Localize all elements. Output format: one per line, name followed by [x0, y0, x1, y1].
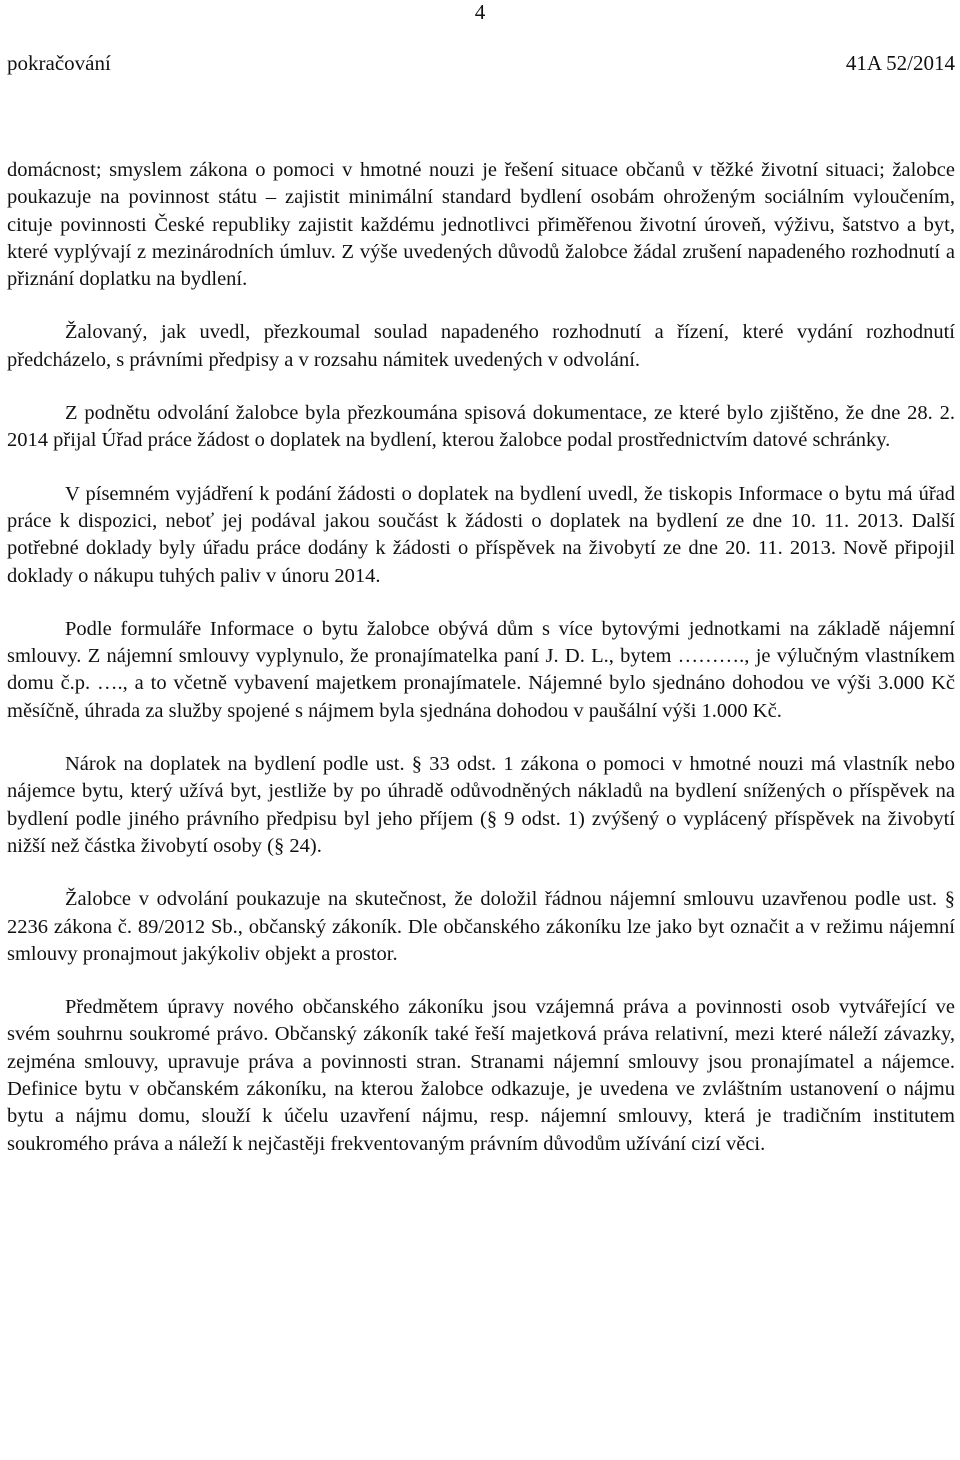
paragraph: Podle formuláře Informace o bytu žalobce obývá dům s více bytovými jednotkami na základě nájemní smlouvy. Z nájemní smlouvy vyplynulo, že pronajímatelka paní J. D. L., bytem ………., je výlučným vlastníkem domu č.p. …., a to včetně vybavení majetkem pronajímatele. Nájemné bylo sjednáno dohodou ve výši 3.000 Kč měsíčně, úhrada za služby spojené s nájmem byla sjednána dohodou v paušální výši 1.000 Kč. — [7, 617, 955, 722]
paragraph: domácnost; smyslem zákona o pomoci v hmotné nouzi je řešení situace občanů v těžké životní situaci; žalobce poukazuje na povinnost státu – zajistit minimální standard bydlení osobám ohroženým sociálním vyloučením, cituje povinnosti České republiky zajistit každému jednotlivci přiměřenou životní úroveň, výživu, šatstvo a byt, které vyplývají z mezinárodních úmluv. Z výše uvedených důvodů žalobce žádal zrušení napadeného rozhodnutí a přiznání doplatku na bydlení. — [7, 159, 955, 291]
paragraph: Žalobce v odvolání poukazuje na skutečnost, že doložil řádnou nájemní smlouvu uzavřenou podle ust. § 2236 zákona č. 89/2012 Sb., občanský zákoník. Dle občanského zákoníku lze jako byt označit a v režimu nájemní smlouvy pronajmout jakýkoliv objekt a prostor. — [7, 888, 955, 965]
continuation-label: pokračování — [7, 51, 111, 75]
paragraph: Předmětem úpravy nového občanského zákoníku jsou vzájemná práva a povinnosti osob vytvářející ve svém souhrnu soukromé právo. Občanský zákoník také řeší majetková práva relativní, mezi které náleží závazky, zejména smlouvy, upravuje práva a povinnosti stran. Stranami nájemní smlouvy jsou pronajímatel a nájemce. Definice bytu v občanském zákoníku, na kterou žalobce odkazuje, je uvedena ve zvláštním ustanovení o nájmu bytu a nájmu domu, slouží k účelu uzavření nájmu, resp. nájemní smlouvy, která je tradičním institutem soukromého práva a náleží k nejčastěji frekventovaným právním důvodům užívání cizí věci. — [7, 996, 955, 1155]
paragraph: V písemném vyjádření k podání žádosti o doplatek na bydlení uvedl, že tiskopis Informace o bytu má úřad práce k dispozici, neboť jej podával jakou součást k žádosti o doplatek na bydlení ze dne 10. 11. 2013. Další potřebné doklady byly úřadu práce dodány k žádosti o příspěvek na živobytí ze dne 20. 11. 2013. Nově připojil doklady o nákupu tuhých paliv v únoru 2014. — [7, 482, 955, 587]
page-number: 4 — [474, 0, 486, 24]
document-body — [7, 157, 955, 1184]
paragraph: Žalovaný, jak uvedl, přezkoumal soulad napadeného rozhodnutí a řízení, které vydání rozhodnutí předcházelo, s právními předpisy a v rozsahu námitek uvedených v odvolání. — [7, 321, 955, 371]
paragraph: Z podnětu odvolání žalobce byla přezkoumána spisová dokumentace, ze které bylo zjištěno, že dne 28. 2. 2014 přijal Úřad práce žádost o doplatek na bydlení, kterou žalobce podal prostřednictvím datové schránky. — [7, 402, 955, 452]
case-number: 41A 52/2014 — [845, 51, 955, 75]
page-header — [7, 50, 955, 76]
paragraph: Nárok na doplatek na bydlení podle ust. § 33 odst. 1 zákona o pomoci v hmotné nouzi má vlastník nebo nájemce bytu, který užívá byt, jestliže by po úhradě odůvodněných nákladů na bydlení snížených o příspěvek na bydlení podle jiného právního předpisu byl jeho příjem (§ 9 odst. 1) zvýšený o vyplácený příspěvek na živobytí nižší než částka živobytí osoby (§ 24). — [7, 753, 955, 857]
